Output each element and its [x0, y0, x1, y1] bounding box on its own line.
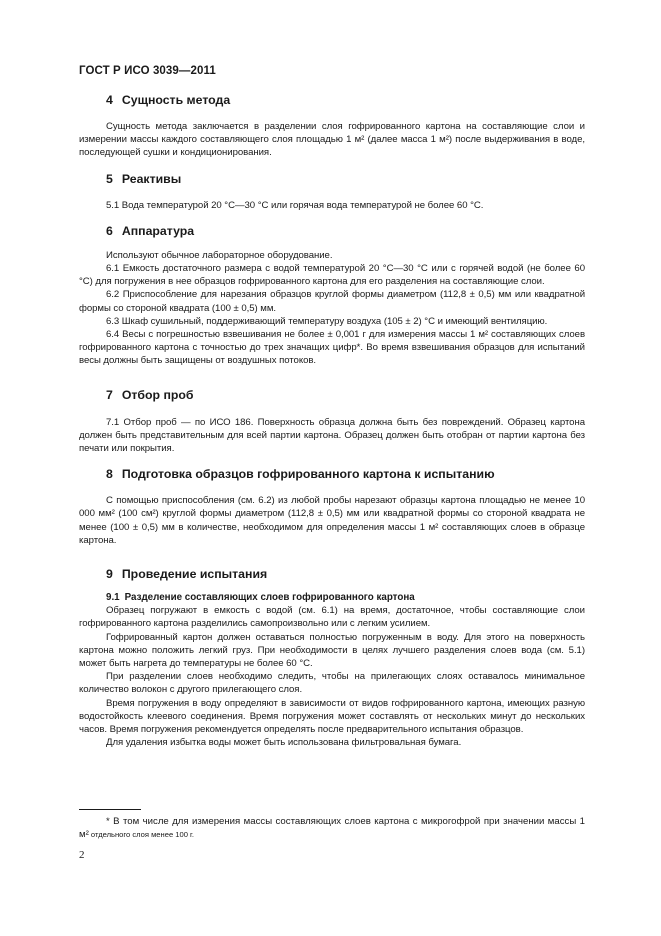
- paragraph: 6.4 Весы с погрешностью взвешивания не более ± 0,001 г для измерения массы 1 м² составляющих слоев гофрированного картона с точностью до трех значащих цифр*. Во время взвешивания образцов для испытаний весы должны быть защищены от воздушных потоков.: [79, 329, 585, 367]
- paragraph: Используют обычное лабораторное оборудование.: [106, 249, 333, 261]
- section-title: Аппаратура: [121, 223, 195, 238]
- page-number: 2: [79, 849, 85, 861]
- footnote-text: * В том числе для измерения массы составляющих слоев картона с микрогофрой при значении массы 1 м²: [79, 816, 585, 840]
- section-heading: [79, 224, 585, 239]
- paragraph: При разделении слоев необходимо следить, чтобы на прилегающих слоях оставалось минимальное количество волокон с другого прилегающего слоя.: [79, 671, 585, 696]
- section-title: Проведение испытания: [121, 567, 268, 582]
- document-body: [79, 92, 585, 750]
- section-heading: [79, 388, 585, 403]
- footnote: [79, 815, 585, 841]
- section-number: 7: [106, 387, 113, 402]
- paragraph: Для удаления избытка воды может быть использована фильтровальная бумага.: [106, 737, 462, 749]
- paragraph: 6.3 Шкаф сушильный, поддерживающий температуру воздуха (105 ± 2) °С и имеющий вентиляцию.: [106, 315, 548, 327]
- section-5: [79, 172, 585, 212]
- subsection-title: Разделение составляющих слоев гофрированного картона: [124, 592, 415, 604]
- paragraph: С помощью приспособления (см. 6.2) из любой пробы нарезают образцы картона площадью не менее 10 000 мм² (100 см²) круглой формы диаметром (112,8 ± 0,5) мм или квадратной формы со стороной квадрата не менее (100 ± 0,5) мм в количестве, необходимом для определения массы 1 м² составляющих слоев в образце картона.: [79, 495, 585, 546]
- section-title: Подготовка образцов гофрированного картона к испытанию: [121, 467, 495, 482]
- subsection-heading: [79, 591, 585, 604]
- section-4: [79, 93, 585, 160]
- paragraph: 6.2 Приспособление для нарезания образцов круглой формы диаметром (112,8 ± 0,5) мм или квадратной формы со стороной квадрата (100 ± 0,5) мм.: [79, 289, 585, 314]
- section-number: 6: [106, 223, 113, 238]
- section-number: 5: [106, 171, 113, 186]
- paragraph: 7.1 Отбор проб — по ИСО 186. Поверхность образца должна быть без повреждений. Образец картона должен быть представительным для всей партии картона. Образец должен быть отобран от партии картона без печати или покрытия.: [79, 416, 585, 455]
- section-8: [79, 467, 585, 547]
- subsection-number: 9.1: [106, 592, 120, 604]
- paragraph: Образец погружают в емкость с водой (см. 6.1) на время, достаточное, чтобы составляющие слои гофрированного картона разделились самопроизвольно или с легким усилием.: [79, 605, 585, 630]
- footnote-text-small: отдельного слоя менее 100 г.: [88, 830, 195, 839]
- paragraph: Сущность метода заключается в разделении слоя гофрированного картона на составляющие слои и измерении массы каждого составляющего слоя площадью 1 м² (далее масса 1 м²) после выдерживания в воде, последующей сушки и кондиционирования.: [79, 121, 585, 159]
- section-number: 9: [106, 567, 113, 582]
- paragraph: 6.1 Емкость достаточного размера с водой температурой 20 °С—30 °С или с горячей водой (не более 60 °С) для погружения в нее образцов гофрированного картона для его разделения на составляющие слои.: [79, 263, 585, 288]
- section-heading: [79, 567, 585, 582]
- paragraph: Время погружения в воду определяют в зависимости от видов гофрированного картона, имеющих разную водостойкость клеевого соединения. Время погружения может составлять от нескольких минут до нескольких часов. Время погружения рекомендуется определять после предварительного испытания образцов.: [79, 697, 585, 736]
- section-heading: [79, 172, 585, 187]
- section-6: [79, 224, 585, 368]
- section-title: Сущность метода: [121, 93, 231, 107]
- section-7: [79, 388, 585, 456]
- paragraph: 5.1 Вода температурой 20 °С—30 °С или горячая вода температурой не более 60 °С.: [106, 199, 484, 211]
- section-number: 4: [106, 93, 113, 107]
- section-number: 8: [106, 467, 113, 482]
- footnote-divider: [79, 809, 141, 810]
- section-heading: [79, 93, 585, 108]
- section-9: [79, 567, 585, 749]
- paragraph: Гофрированный картон должен оставаться полностью погруженным в воду. Для этого на поверхность картона можно положить легкий груз. При необходимости в целях лучшего разделения слоев вода (см. 5.1) может быть нагрета до температуры не более 60 °С.: [79, 631, 585, 670]
- section-title: Отбор проб: [121, 387, 194, 402]
- section-title: Реактивы: [121, 171, 182, 186]
- section-heading: [79, 467, 585, 482]
- document-header: ГОСТ Р ИСО 3039—2011: [79, 65, 216, 77]
